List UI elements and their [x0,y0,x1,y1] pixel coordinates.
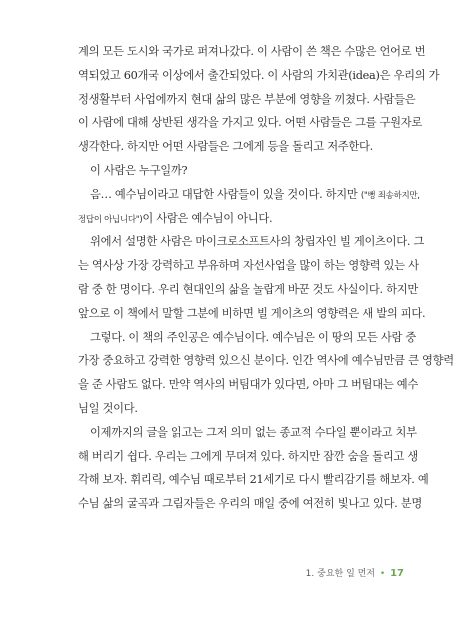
text-line [78,64,440,88]
text-line [78,373,418,397]
text-line [78,397,404,421]
text-line [78,492,422,516]
text-line [78,207,404,231]
line-text: 람 중 한 명이다. 우리 현대인의 삶을 놀랍게 바꾼 것도 사실이다. 하지만 [78,282,418,296]
text-line [78,135,404,159]
line-text: 음… 예수님이라고 대답한 사람들이 있을 것이다. 하지만 [90,187,361,201]
line-text: 이제까지의 글을 읽고는 그저 의미 없는 종교적 수다일 뿐이라고 치부 [90,425,417,439]
inline-note: 정답이 아닙니다") [78,214,143,225]
text-line [78,302,426,326]
line-text: 각해 보자. 휘리릭, 예수님 때로부터 21세기로 다시 빨리감기를 해보자. 예 [78,473,429,487]
text-line [78,230,425,254]
body-text [78,40,454,516]
line-text: 그렇다. 이 책의 주인공은 예수님이다. 예수님은 이 땅의 모든 사람 중 [90,330,417,344]
text-line [78,183,420,207]
line-text: 위에서 설명한 사람은 마이크로소프트사의 창립자인 빌 게이츠이다. 그 [90,235,425,249]
page-number: 17 [390,568,404,579]
text-line [78,40,426,64]
line-text: 생각한다. 하지만 어떤 사람들은 그에게 등을 돌리고 저주한다. [78,140,373,154]
page-footer [306,566,404,579]
line-text: 이 사람에 대해 상반된 생각을 가지고 있다. 어떤 사람들은 그를 구원자로 [78,116,422,130]
chapter-title: 1. 중요한 일 먼저 [305,569,376,579]
line-text: 해 버리기 쉽다. 우리는 그에게 무뎌져 있다. 하지만 잠깐 숨을 돌리고 생 [78,449,418,463]
inline-note: ("뻥 죄송하지만, [360,190,420,201]
line-text: 가장 중요하고 강력한 영향력 있으신 분이다. 인간 역사에 예수님만큼 큰 영향력 [78,354,454,368]
line-text: 는 역사상 가장 강력하고 부유하며 자선사업을 많이 하는 영향력 있는 사 [78,259,419,273]
line-text: 이 사람은 예수님이 아니다. [142,211,273,225]
line-text: 계의 모든 도시와 국가로 퍼져나갔다. 이 사람이 쓴 책은 수많은 언어로 번 [78,45,426,58]
text-line [78,468,429,492]
line-text: 이 사람은 누구일까? [90,163,188,177]
text-line [78,349,454,373]
text-line [78,445,418,469]
line-text: 앞으로 이 책에서 말할 그분에 비하면 빌 게이츠의 영향력은 새 발의 피다. [78,306,426,320]
text-line [78,111,422,135]
line-text: 역되었고 60개국 이상에서 출간되었다. 이 사람의 가치관(idea)은 우리의 가 [78,68,440,82]
text-line [78,88,416,112]
text-line [78,421,417,445]
line-text: 님일 것이다. [78,401,138,415]
text-line [78,278,418,302]
text-line [78,159,404,183]
line-text: 을 준 사람도 없다. 만약 역사의 버팀대가 있다면, 아마 그 버팀대는 예수 [78,378,418,392]
text-line [78,326,417,350]
footer-separator: • [379,569,386,579]
line-text: 수님 삶의 굴곡과 그림자들은 우리의 매일 중에 여전히 빛나고 있다. 분명 [78,497,422,511]
text-line [78,254,419,278]
line-text: 정생활부터 사업에까지 현대 삶의 많은 부분에 영향을 끼쳤다. 사람들은 [78,92,416,106]
